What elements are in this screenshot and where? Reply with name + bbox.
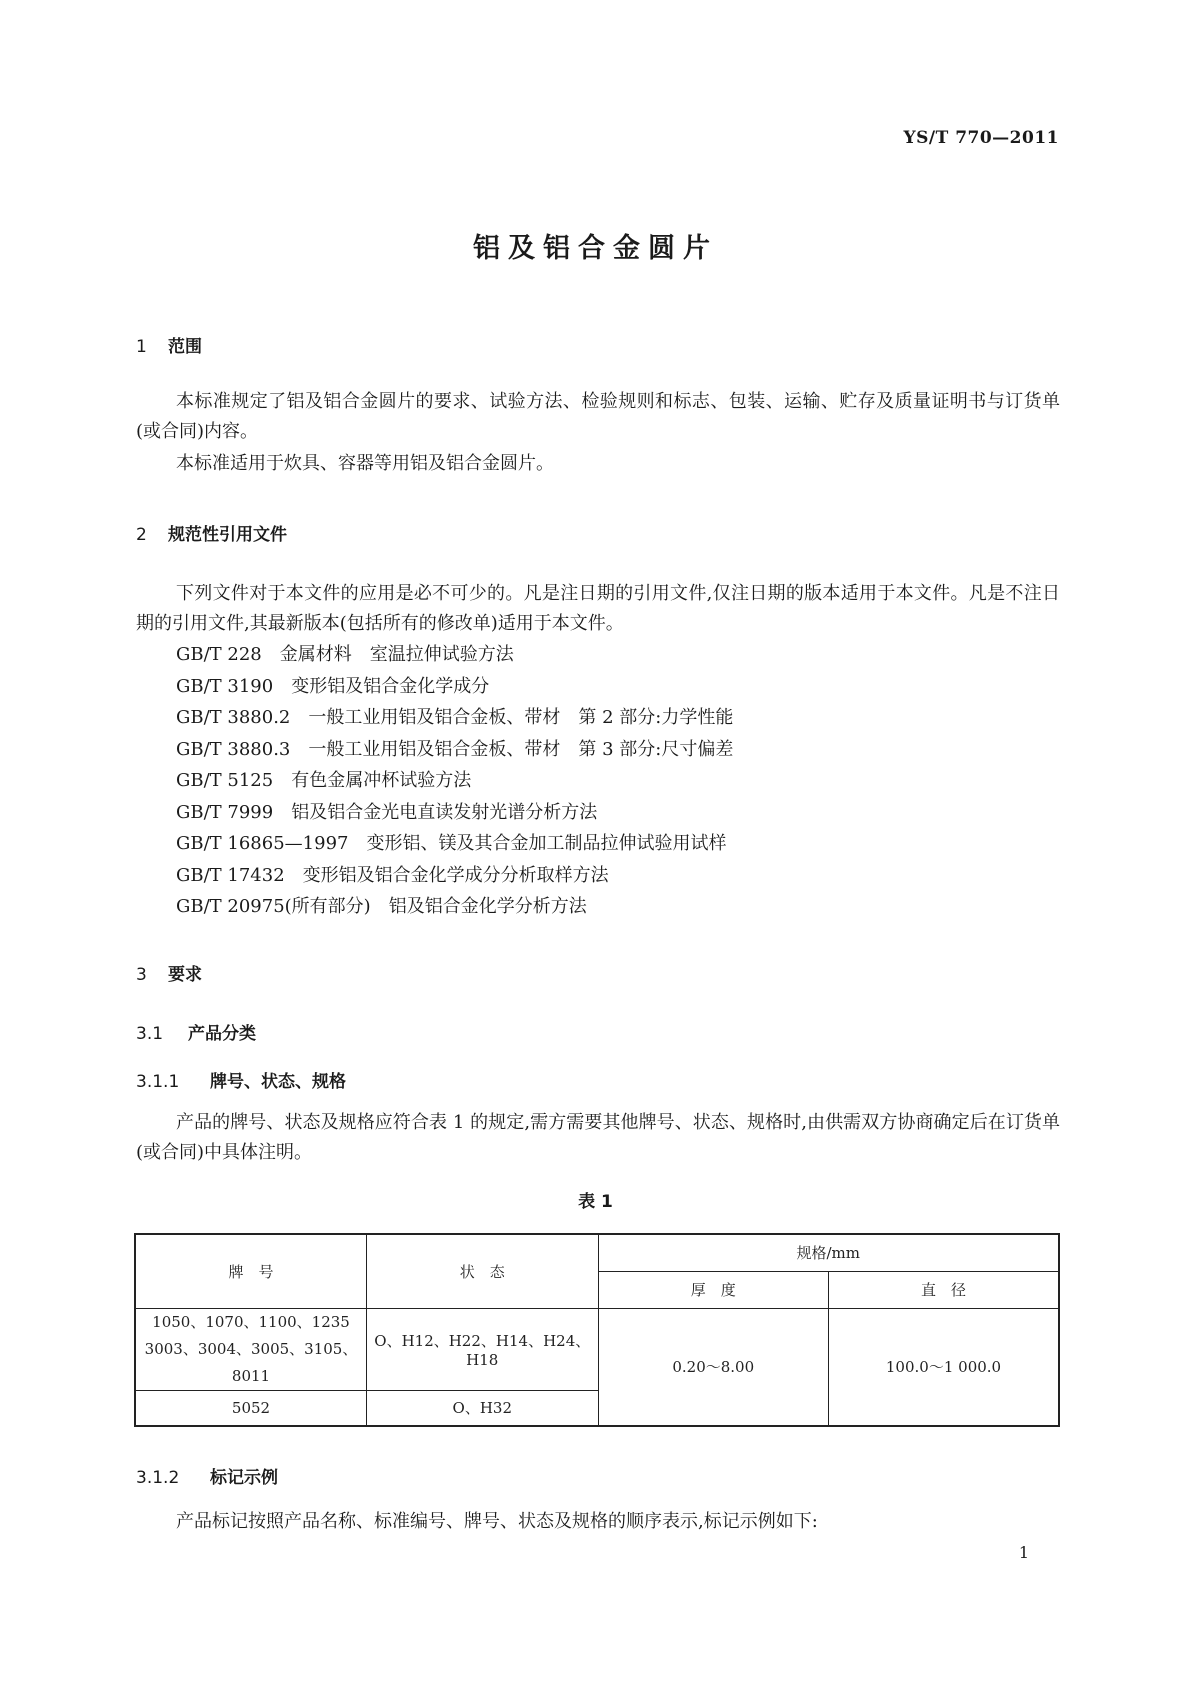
reference-title: 变形铝、镁及其合金加工制品拉伸试验用试样 [366,833,727,854]
section-heading-requirements [136,960,202,985]
section-number: 1 [136,337,147,357]
section-title: 牌号、状态、规格 [210,1072,346,1092]
section-heading-scope [136,332,202,357]
reference-title: 有色金属冲杯试验方法 [291,770,472,791]
section-title: 产品分类 [188,1024,256,1044]
reference-item [176,765,733,797]
section-heading-classification [136,1019,256,1044]
marking-paragraph: 产品标记按照产品名称、标准编号、牌号、状态及规格的顺序表示,标记示例如下: [176,1511,818,1532]
reference-title: 金属材料 室温拉伸试验方法 [279,644,514,665]
section-title: 要求 [168,965,202,985]
section-title: 规范性引用文件 [168,525,287,545]
grade-line: 1050、1070、1100、1235 [152,1312,350,1331]
header-thickness: 厚 度 [598,1271,828,1308]
header-spec: 规格/mm [598,1234,1059,1271]
reference-title: 铝及铝合金化学分析方法 [388,896,587,917]
document-title: 铝及铝合金圆片 [473,233,718,264]
thickness-cell: 0.20～8.00 [598,1308,828,1426]
reference-code: GB/T 3190 [176,675,274,697]
reference-title: 一般工业用铝及铝合金板、带材 第 2 部分:力学性能 [308,707,734,728]
section-title: 范围 [168,337,202,357]
temper-cell: O、H32 [367,1390,599,1426]
table-caption: 表 1 [578,1192,613,1212]
scope-paragraph-2: 本标准适用于炊具、容器等用铝及铝合金圆片。 [176,453,554,474]
reference-code: GB/T 5125 [176,770,274,791]
grade-temper-spec-paragraph: 产品的牌号、状态及规格应符合表 1 的规定,需方需要其他牌号、状态、规格时,由供需双方协商确定后在订货单(或合同)中具体注明。 [136,1112,1060,1163]
reference-code: GB/T 3880.3 [176,738,291,760]
table-row [135,1308,1059,1390]
reference-item [176,734,733,766]
reference-code: GB/T 3880.2 [176,707,291,728]
header-diameter: 直 径 [828,1271,1059,1308]
reference-item [176,797,733,829]
grade-line: 3003、3004、3005、3105、8011 [144,1339,358,1385]
section-heading-marking [136,1463,278,1488]
table-1 [134,1233,1060,1427]
section-heading-grade-temper-spec [136,1067,346,1092]
reference-item [176,828,733,860]
grade-cell [135,1308,367,1390]
reference-item [176,671,733,703]
standard-number: YS/T 770—2011 [903,128,1059,148]
section-number: 3.1.1 [136,1072,180,1092]
diameter-cell: 100.0～1 000.0 [828,1308,1059,1426]
reference-item [176,702,733,734]
header-grade: 牌 号 [135,1234,367,1308]
reference-item [176,639,733,671]
reference-code: GB/T 16865—1997 [176,833,349,854]
section-number: 3 [136,965,147,985]
reference-code: GB/T 20975(所有部分) [176,896,371,917]
temper-cell: O、H12、H22、H14、H24、H18 [367,1308,599,1390]
reference-code: GB/T 17432 [176,864,285,886]
section-number: 3.1 [136,1024,164,1044]
reference-title: 铝及铝合金光电直读发射光谱分析方法 [291,801,598,823]
reference-code: GB/T 228 [176,644,262,665]
page-number: 1 [1018,1543,1029,1562]
scope-paragraph-1: 本标准规定了铝及铝合金圆片的要求、试验方法、检验规则和标志、包装、运输、贮存及质量证明书与订货单(或合同)内容。 [136,391,1060,442]
reference-title: 变形铝及铝合金化学成分 [291,675,490,697]
section-title: 标记示例 [210,1468,278,1488]
header-temper: 状 态 [367,1234,599,1308]
references-intro: 下列文件对于本文件的应用是必不可少的。凡是注日期的引用文件,仅注日期的版本适用于本文件。凡是不注日期的引用文件,其最新版本(包括所有的修改单)适用于本文件。 [136,583,1060,634]
reference-list [176,639,733,923]
section-heading-normative-references [136,520,287,545]
reference-item [176,860,733,892]
reference-code: GB/T 7999 [176,801,274,823]
reference-item [176,891,733,923]
reference-title: 变形铝及铝合金化学成分分析取样方法 [302,864,609,886]
grade-cell: 5052 [135,1390,367,1426]
section-number: 3.1.2 [136,1468,180,1488]
reference-title: 一般工业用铝及铝合金板、带材 第 3 部分:尺寸偏差 [308,738,734,760]
section-number: 2 [136,525,147,545]
